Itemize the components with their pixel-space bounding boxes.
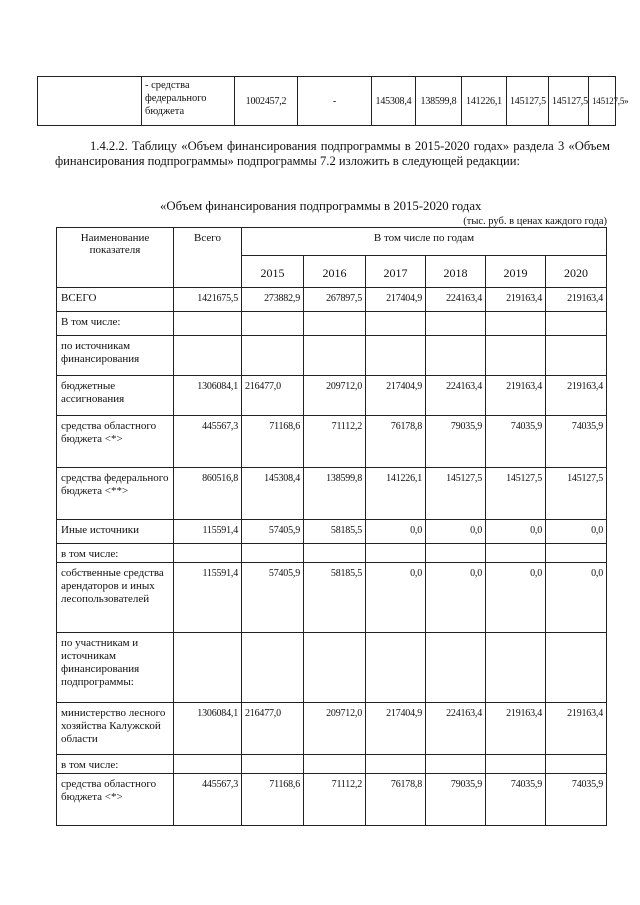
header-by-years: В том числе по годам <box>242 228 607 256</box>
previous-table-fragment <box>37 76 629 126</box>
table-row <box>57 288 607 312</box>
fragment-value: 145127,5 <box>549 77 589 126</box>
fragment-value: 145127,5 <box>507 77 549 126</box>
year-value: 141226,1 <box>366 468 426 520</box>
year-value: 219163,4 <box>546 376 607 416</box>
year-value <box>366 633 426 703</box>
year-value <box>242 336 304 376</box>
year-value: 0,0 <box>486 563 546 633</box>
header-year: 2018 <box>426 256 486 288</box>
year-value: 0,0 <box>426 563 486 633</box>
row-label: министерство лесного хозяйства Калужской области <box>57 703 174 755</box>
year-value: 217404,9 <box>366 703 426 755</box>
year-value: 217404,9 <box>366 376 426 416</box>
year-value: 0,0 <box>486 520 546 544</box>
year-value: 0,0 <box>366 520 426 544</box>
year-value <box>486 755 546 774</box>
year-value: 71112,2 <box>304 774 366 826</box>
year-value: 0,0 <box>366 563 426 633</box>
year-value: 145127,5 <box>426 468 486 520</box>
year-value: 0,0 <box>546 563 607 633</box>
financing-table <box>56 227 607 826</box>
fragment-value: 145308,4 <box>372 77 416 126</box>
year-value: 219163,4 <box>546 703 607 755</box>
year-value: 71112,2 <box>304 416 366 468</box>
year-value <box>242 633 304 703</box>
year-value: 76178,8 <box>366 416 426 468</box>
header-total: Всего <box>174 228 242 288</box>
row-label: в том числе: <box>57 755 174 774</box>
total-value <box>174 755 242 774</box>
fragment-value: 141226,1 <box>462 77 507 126</box>
year-value: 0,0 <box>426 520 486 544</box>
year-value <box>426 312 486 336</box>
row-label: собственные средства арендаторов и иных лесопользователей <box>57 563 174 633</box>
total-value: 1306084,1 <box>174 376 242 416</box>
table-row <box>57 312 607 336</box>
year-value <box>546 312 607 336</box>
row-label: Иные источники <box>57 520 174 544</box>
total-value: 115591,4 <box>174 520 242 544</box>
fragment-label: - средства федерального бюджета <box>142 77 235 126</box>
row-label: ВСЕГО <box>57 288 174 312</box>
fragment-blank-cell <box>38 77 142 126</box>
amendment-text: 1.4.2.2. Таблицу «Объем финансирования подпрограммы в 2015-2020 годах» раздела 3 «Объем финансирования подпрограммы» подпрограммы 7.2 изложить в следующей редакции: <box>55 139 610 168</box>
year-value <box>242 544 304 563</box>
year-value <box>304 312 366 336</box>
year-value: 219163,4 <box>486 376 546 416</box>
year-value <box>242 755 304 774</box>
table-row <box>57 376 607 416</box>
year-value <box>304 544 366 563</box>
table-row <box>57 703 607 755</box>
year-value <box>366 755 426 774</box>
fragment-value: 138599,8 <box>416 77 462 126</box>
year-value: 216477,0 <box>242 703 304 755</box>
amendment-paragraph <box>55 139 610 169</box>
table-row <box>57 520 607 544</box>
row-label: средства федерального бюджета <**> <box>57 468 174 520</box>
total-value: 1306084,1 <box>174 703 242 755</box>
year-value: 74035,9 <box>546 416 607 468</box>
row-label: В том числе: <box>57 312 174 336</box>
year-value <box>546 544 607 563</box>
year-value: 138599,8 <box>304 468 366 520</box>
total-value: 860516,8 <box>174 468 242 520</box>
year-value: 71168,6 <box>242 416 304 468</box>
year-value <box>426 633 486 703</box>
header-year: 2016 <box>304 256 366 288</box>
total-value: 445567,3 <box>174 416 242 468</box>
total-value <box>174 544 242 563</box>
year-value: 145127,5 <box>546 468 607 520</box>
fragment-value: 1002457,2 <box>235 77 298 126</box>
table-row <box>57 544 607 563</box>
table-row <box>57 755 607 774</box>
total-value <box>174 336 242 376</box>
year-value: 76178,8 <box>366 774 426 826</box>
year-value: 145127,5 <box>486 468 546 520</box>
row-label: средства областного бюджета <*> <box>57 774 174 826</box>
year-value <box>426 544 486 563</box>
year-value <box>304 633 366 703</box>
table-units: (тыс. руб. в ценах каждого года) <box>463 216 607 227</box>
year-value: 209712,0 <box>304 703 366 755</box>
year-value: 0,0 <box>546 520 607 544</box>
total-value <box>174 633 242 703</box>
year-value <box>486 336 546 376</box>
header-year: 2017 <box>366 256 426 288</box>
year-value: 273882,9 <box>242 288 304 312</box>
year-value: 71168,6 <box>242 774 304 826</box>
year-value: 219163,4 <box>486 703 546 755</box>
fragment-value: - <box>298 77 372 126</box>
fragment-row <box>38 77 616 126</box>
total-value <box>174 312 242 336</box>
year-value: 79035,9 <box>426 416 486 468</box>
year-value: 209712,0 <box>304 376 366 416</box>
header-year: 2019 <box>486 256 546 288</box>
total-value: 1421675,5 <box>174 288 242 312</box>
year-value <box>304 755 366 774</box>
fragment-value: 145127,5» <box>589 77 616 126</box>
table-row <box>57 416 607 468</box>
year-value <box>366 336 426 376</box>
year-value <box>366 312 426 336</box>
year-value: 57405,9 <box>242 563 304 633</box>
year-value <box>486 544 546 563</box>
table-row <box>57 774 607 826</box>
year-value <box>304 336 366 376</box>
table-title: «Объем финансирования подпрограммы в 2015-2020 годах <box>160 199 482 213</box>
year-value: 74035,9 <box>486 774 546 826</box>
year-value: 74035,9 <box>546 774 607 826</box>
year-value <box>426 755 486 774</box>
total-value: 445567,3 <box>174 774 242 826</box>
year-value <box>426 336 486 376</box>
year-value <box>242 312 304 336</box>
year-value <box>546 336 607 376</box>
year-value: 224163,4 <box>426 376 486 416</box>
year-value: 58185,5 <box>304 563 366 633</box>
table-row <box>57 468 607 520</box>
row-label: по источникам финансирования <box>57 336 174 376</box>
year-value: 224163,4 <box>426 288 486 312</box>
year-value: 79035,9 <box>426 774 486 826</box>
year-value: 219163,4 <box>546 288 607 312</box>
header-year: 2020 <box>546 256 607 288</box>
year-value <box>546 633 607 703</box>
year-value <box>546 755 607 774</box>
year-value: 267897,5 <box>304 288 366 312</box>
header-year: 2015 <box>242 256 304 288</box>
year-value: 216477,0 <box>242 376 304 416</box>
year-value: 145308,4 <box>242 468 304 520</box>
row-label: в том числе: <box>57 544 174 563</box>
header-name: Наименование показателя <box>57 228 174 288</box>
year-value: 224163,4 <box>426 703 486 755</box>
year-value: 219163,4 <box>486 288 546 312</box>
year-value <box>486 633 546 703</box>
year-value: 74035,9 <box>486 416 546 468</box>
table-row <box>57 563 607 633</box>
year-value: 57405,9 <box>242 520 304 544</box>
year-value <box>366 544 426 563</box>
year-value <box>486 312 546 336</box>
table-row <box>57 633 607 703</box>
row-label: бюджетные ассигнования <box>57 376 174 416</box>
total-value: 115591,4 <box>174 563 242 633</box>
table-row <box>57 336 607 376</box>
row-label: по участникам и источникам финансирования подпрограммы: <box>57 633 174 703</box>
row-label: средства областного бюджета <*> <box>57 416 174 468</box>
year-value: 58185,5 <box>304 520 366 544</box>
year-value: 217404,9 <box>366 288 426 312</box>
